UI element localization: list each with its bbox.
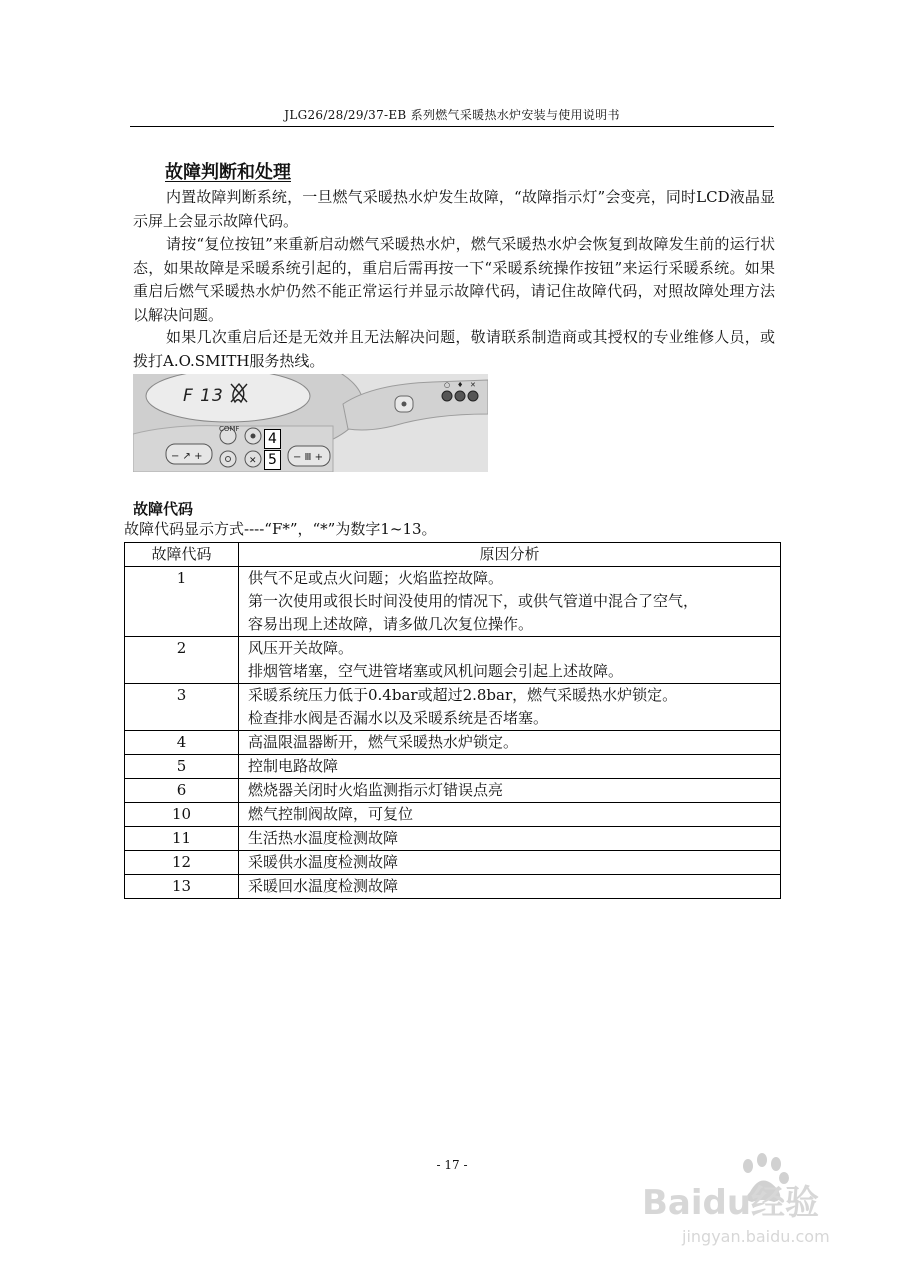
svg-text:✕: ✕ — [249, 456, 257, 466]
fault-cause-line: 采暖系统压力低于0.4bar或超过2.8bar，燃气采暖热水炉锁定。 — [248, 686, 678, 704]
fault-codes-heading: 故障代码 — [133, 500, 194, 518]
section-title: 故障判断和处理 — [165, 162, 291, 183]
fault-code-table — [124, 542, 781, 899]
fault-cause-cell — [239, 755, 781, 779]
fault-cause-line: 采暖供水温度检测故障 — [248, 853, 399, 871]
table-row — [125, 803, 781, 827]
svg-text:✕: ✕ — [470, 381, 476, 389]
fault-cause-cell — [239, 731, 781, 755]
fault-code-rows — [125, 567, 781, 899]
baidu-jingyan-watermark — [638, 1140, 858, 1250]
fault-cause-line: 生活热水温度检测故障 — [248, 829, 399, 847]
table-row — [125, 827, 781, 851]
table-row — [125, 684, 781, 731]
fault-cause-line: 检查排水阀是否漏水以及采暖系统是否堵塞。 — [248, 709, 549, 727]
table-row — [125, 755, 781, 779]
fault-cause-line: 控制电路故障 — [248, 757, 339, 775]
svg-text:− Ⅲ +: − Ⅲ + — [293, 452, 324, 463]
callout-5: 5 — [264, 450, 281, 470]
paragraph-fault-system: 内置故障判断系统，一旦燃气采暖热水炉发生故障，“故障指示灯”会变亮，同时LCD液晶显示屏上会显示故障代码。 — [133, 188, 775, 230]
lcd-fault-code: F 13 — [183, 386, 224, 406]
fault-cause-cell — [239, 803, 781, 827]
svg-text:○: ○ — [444, 381, 451, 389]
fault-code-cell: 3 — [125, 684, 239, 731]
fault-cause-line: 风压开关故障。 — [248, 639, 354, 657]
fault-cause-line: 高温限温器断开，燃气采暖热水炉锁定。 — [248, 733, 519, 751]
column-header-cause: 原因分析 — [239, 543, 781, 567]
fault-cause-line: 燃烧器关闭时火焰监测指示灯错误点亮 — [248, 781, 504, 799]
table-row — [125, 779, 781, 803]
table-row — [125, 851, 781, 875]
table-header-row — [125, 543, 781, 567]
fault-cause-line: 供气不足或点火问题；火焰监控故障。 — [248, 569, 504, 587]
header-rule — [130, 126, 774, 127]
fault-code-cell: 2 — [125, 637, 239, 684]
fault-cause-line: 排烟管堵塞，空气进管堵塞或风机问题会引起上述故障。 — [248, 662, 624, 680]
fault-code-cell: 10 — [125, 803, 239, 827]
paragraph-reset-instructions: 请按“复位按钮”来重新启动燃气采暖热水炉，燃气采暖热水炉会恢复到故障发生前的运行状态，如果故障是采暖系统引起的，重启后需再按一下“采暖系统操作按钮”来运行采暖系统。如果重启后燃气采暖热水炉仍然不能正常运行并显示故障代码，请记住故障代码，对照故障处理方法以解决问题。 — [133, 235, 775, 324]
watermark-brand: Baidu经验 — [642, 1183, 820, 1223]
fault-cause-cell — [239, 637, 781, 684]
fault-cause-cell — [239, 779, 781, 803]
fault-cause-line: 容易出现上述故障，请多做几次复位操作。 — [248, 615, 534, 633]
table-row — [125, 567, 781, 637]
fault-code-cell: 6 — [125, 779, 239, 803]
watermark-url: jingyan.baidu.com — [682, 1227, 830, 1246]
svg-text:♦: ♦ — [457, 381, 464, 389]
fault-codes-description: 故障代码显示方式----“F*”，“*”为数字1~13。 — [124, 520, 437, 538]
fault-code-cell: 5 — [125, 755, 239, 779]
fault-cause-cell — [239, 567, 781, 637]
svg-text:− ↗ +: − ↗ + — [171, 451, 203, 462]
fault-cause-cell — [239, 875, 781, 899]
fault-code-cell: 4 — [125, 731, 239, 755]
fault-code-cell: 11 — [125, 827, 239, 851]
fault-code-cell: 12 — [125, 851, 239, 875]
fault-cause-line: 燃气控制阀故障，可复位 — [248, 805, 414, 823]
comf-button-label: COMF — [219, 425, 240, 433]
control-panel-figure — [133, 374, 488, 472]
column-header-code: 故障代码 — [125, 543, 239, 567]
fault-cause-line: 采暖回水温度检测故障 — [248, 877, 399, 895]
document-header: JLG26/28/29/37-EB 系列燃气采暖热水炉安装与使用说明书 — [284, 108, 620, 122]
fault-code-cell: 13 — [125, 875, 239, 899]
fault-cause-line: 第一次使用或很长时间没使用的情况下，或供气管道中混合了空气， — [248, 592, 699, 610]
fault-code-cell: 1 — [125, 567, 239, 637]
paragraph-contact-service: 如果几次重启后还是无效并且无法解决问题，敬请联系制造商或其授权的专业维修人员，或拨打A.O.SMITH服务热线。 — [133, 328, 775, 370]
page-number: - 17 - — [436, 1158, 468, 1172]
table-row — [125, 731, 781, 755]
table-row — [125, 637, 781, 684]
fault-cause-cell — [239, 851, 781, 875]
table-row — [125, 875, 781, 899]
fault-cause-cell — [239, 684, 781, 731]
callout-4: 4 — [264, 429, 281, 449]
fault-cause-cell — [239, 827, 781, 851]
